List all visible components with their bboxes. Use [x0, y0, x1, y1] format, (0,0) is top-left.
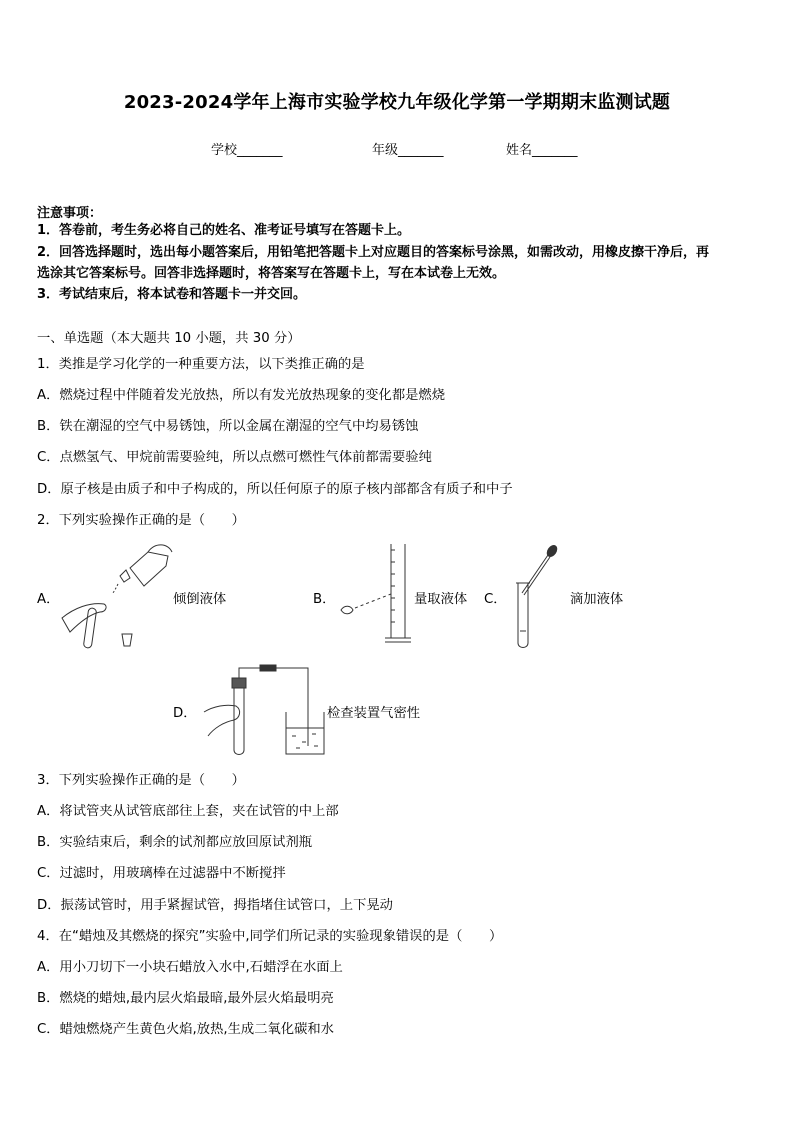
q1-option-d: D．原子核是由质子和中子构成的，所以任何原子的原子核内部都含有质子和中子 — [37, 482, 513, 497]
q4-stem: 4．在“蜡烛及其燃烧的探究”实验中,同学们所记录的实验现象错误的是（ ） — [37, 929, 503, 944]
q2-option-b-text: 量取液体 — [414, 592, 468, 607]
notice-heading: 注意事项： — [37, 206, 103, 221]
q2-option-d-text: 检查装置气密性 — [327, 706, 421, 721]
q3-option-b: B．实验结束后，剩余的试剂都应放回原试剂瓶 — [37, 835, 313, 850]
q1-stem: 1．类推是学习化学的一种重要方法，以下类推正确的是 — [37, 357, 365, 372]
notice-item-1: 1．答卷前，考生务必将自己的姓名、准考证号填写在答题卡上。 — [37, 223, 411, 238]
q3-option-a: A．将试管夹从试管底部往上套，夹在试管的中上部 — [37, 804, 339, 819]
airtightness-apparatus-diagram — [200, 662, 330, 758]
grade-field: 年级_______ — [372, 143, 444, 158]
dropper-diagram — [510, 543, 560, 651]
student-info-row — [0, 139, 794, 159]
exam-title: 2023-2024学年上海市实验学校九年级化学第一学期期末监测试题 — [123, 92, 671, 113]
q2-option-d-letter: D． — [173, 706, 197, 721]
q4-option-c: C．蜡烛燃烧产生黄色火焰,放热,生成二氧化碳和水 — [37, 1022, 334, 1037]
q1-option-c: C．点燃氢气、甲烷前需要验纯，所以点燃可燃性气体前都需要验纯 — [37, 450, 432, 465]
q4-option-a: A．用小刀切下一小块石蜡放入水中,石蜡浮在水面上 — [37, 960, 343, 975]
q3-option-d: D．振荡试管时，用手紧握试管，拇指堵住试管口，上下晃动 — [37, 898, 393, 913]
q2-option-a-text: 倾倒液体 — [173, 592, 227, 607]
name-field: 姓名_______ — [506, 143, 578, 158]
section-heading: 一、单选题（本大题共 10 小题，共 30 分） — [37, 331, 301, 346]
q1-option-b: B．铁在潮湿的空气中易锈蚀，所以金属在潮湿的空气中均易锈蚀 — [37, 419, 419, 434]
q2-option-c-text: 滴加液体 — [570, 592, 624, 607]
q2-option-b-letter: B． — [313, 592, 336, 607]
q2-stem: 2．下列实验操作正确的是（ ） — [37, 513, 245, 528]
q3-option-c: C．过滤时，用玻璃棒在过滤器中不断搅拌 — [37, 866, 286, 881]
measuring-cylinder-diagram — [335, 542, 415, 646]
q2-option-a-letter: A． — [37, 592, 60, 607]
pouring-liquid-diagram — [60, 540, 180, 650]
q4-option-b: B．燃烧的蜡烛,最内层火焰最暗,最外层火焰最明亮 — [37, 991, 334, 1006]
q2-option-c-letter: C． — [484, 592, 507, 607]
q1-option-a: A．燃烧过程中伴随着发光放热，所以有发光放热现象的变化都是燃烧 — [37, 388, 446, 403]
school-field: 学校_______ — [211, 143, 283, 158]
notice-item-2: 2．回答选择题时，选出每小题答案后，用铅笔把答题卡上对应题目的答案标号涂黑，如需改动，用橡皮擦干净后，再 — [37, 245, 710, 260]
q3-stem: 3．下列实验操作正确的是（ ） — [37, 773, 245, 788]
notice-item-2-cont: 选涂其它答案标号。回答非选择题时，将答案写在答题卡上，写在本试卷上无效。 — [37, 266, 506, 281]
notice-item-3: 3．考试结束后，将本试卷和答题卡一并交回。 — [37, 287, 307, 302]
